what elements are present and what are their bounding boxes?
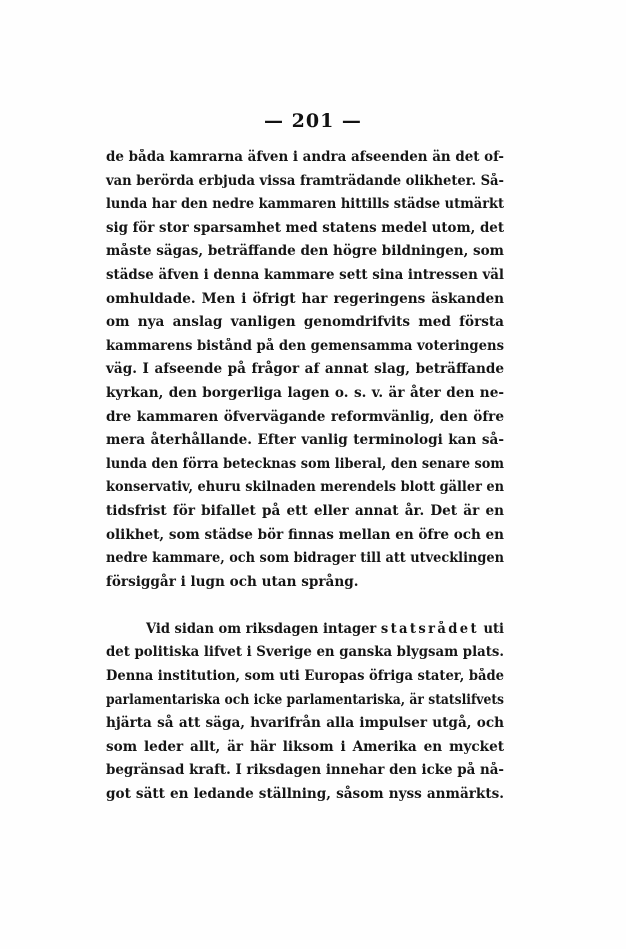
text-line: dre kammaren öfvervägande reformvänlig, den öfre xyxy=(106,408,504,425)
page-number: — 201 — xyxy=(264,110,362,132)
text-line: tidsfrist för bifallet på ett eller annat år. Det är en xyxy=(106,502,504,519)
text-line: konservativ, ehuru skilnaden merendels blott gäller en xyxy=(106,479,505,496)
text-line: det politiska lifvet i Sverige en ganska blygsam plats. xyxy=(106,644,505,661)
text-segment: Vid sidan om riksdagen intager xyxy=(146,620,377,637)
text-line: begränsad kraft. I riksdagen innehar den icke på nå- xyxy=(106,762,505,779)
text-line: parlamentariska och icke parlamentariska, är statslifvets xyxy=(106,691,505,708)
text-line: lunda har den nedre kammaren hittills städse utmärkt xyxy=(106,196,505,213)
paragraph-2 xyxy=(106,618,504,807)
text-line: omhuldade. Men i öfrigt har regeringens äskanden xyxy=(106,290,504,307)
text-line: kammarens bistånd på den gemensamma voteringens xyxy=(106,337,504,354)
paragraph-1 xyxy=(106,146,504,594)
body-text xyxy=(106,146,504,807)
text-line: städse äfven i denna kammare sett sina intressen väl xyxy=(106,266,504,283)
text-line: försiggår i lugn och utan språng. xyxy=(106,573,359,590)
text-line: väg. I afseende på frågor af annat slag, beträffande xyxy=(106,361,504,378)
spaced-emphasis: statsrådet xyxy=(380,620,479,637)
text-line: sig för stor sparsamhet med statens medel utom, det xyxy=(106,219,505,236)
text-line: van berörda erbjuda vissa framträdande olikheter. Så- xyxy=(106,172,505,189)
text-line: got sätt en ledande ställning, såsom nyss anmärkts. xyxy=(106,786,504,803)
text-line: nedre kammare, och som bidrager till att utvecklingen xyxy=(106,550,505,567)
text-line: måste sägas, beträffande den högre bildningen, som xyxy=(106,243,504,260)
paragraph-gap xyxy=(106,594,504,618)
text-line: kyrkan, den borgerliga lagen o. s. v. är åter den ne- xyxy=(106,384,504,401)
text-line: mera återhållande. Efter vanlig terminologi kan så- xyxy=(106,432,504,449)
text-line: om nya anslag vanligen genomdrifvits med första xyxy=(106,314,504,331)
text-line xyxy=(106,618,504,642)
text-line: olikhet, som städse bör finnas mellan en öfre och en xyxy=(106,526,504,543)
text-line: hjärta så att säga, hvarifrån alla impulser utgå, och xyxy=(106,715,504,732)
text-line: de båda kamrarna äfven i andra afseenden än det of- xyxy=(106,149,504,165)
text-segment: uti xyxy=(483,620,505,637)
text-line: lunda den förra betecknas som liberal, den senare som xyxy=(106,455,505,472)
text-line: Denna institution, som uti Europas öfriga stater, både xyxy=(106,668,505,685)
text-line: som leder allt, är här liksom i Amerika en mycket xyxy=(106,738,504,755)
